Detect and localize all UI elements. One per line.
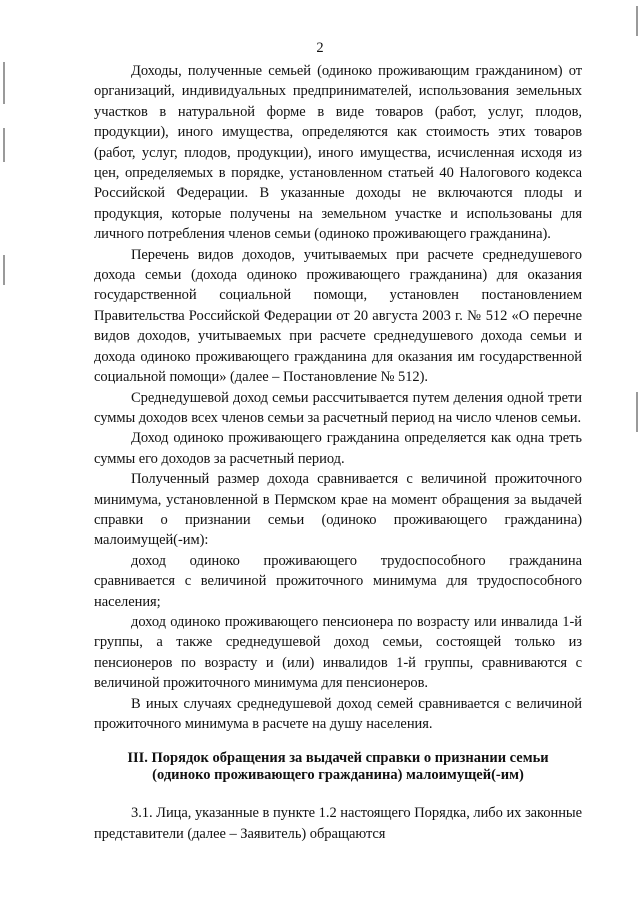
section-heading-line-1: III. Порядок обращения за выдачей справки о признании семьи <box>127 750 549 767</box>
paragraph-other-cases: В иных случаях среднедушевой доход семей сравнивается с величиной прожиточного минимума в расчете на душу населения. <box>94 695 582 732</box>
page-number: 2 <box>316 40 324 56</box>
scan-edge-mark-right <box>636 6 638 36</box>
paragraph-income-list: Перечень видов доходов, учитываемых при расчете среднедушевого дохода семьи (дохода одиноко проживающего гражданина) для оказания государственной социальной помощи, установлен постановлением Правительства Российской Федерации от 20 августа 2003 г. № 512 «О перечне видов доходов, учитываемых при расчете среднедушевого дохода семьи и дохода одиноко проживающего гражданина для оказания им государственной социальной помощи» (далее – Постановление № 512). <box>94 246 582 386</box>
section-heading-line-2: (одиноко проживающего гражданина) малоимущей(-им) <box>152 766 524 783</box>
section-heading <box>94 750 582 783</box>
paragraph-single-income: Доход одиноко проживающего гражданина определяется как одна треть суммы его доходов за расчетный период. <box>94 430 582 467</box>
paragraph-average-income: Среднедушевой доход семьи рассчитывается путем деления одной трети суммы доходов всех членов семьи за расчетный период на число членов семьи. <box>94 389 582 426</box>
paragraph-clause-3-1: 3.1. Лица, указанные в пункте 1.2 настоящего Порядка, либо их законные представители (далее – Заявитель) обращаются <box>94 805 582 842</box>
scan-edge-mark-left <box>3 62 5 104</box>
scan-edge-mark-left <box>3 255 5 285</box>
scan-edge-mark-left <box>3 128 5 162</box>
paragraph-income-valuation: Доходы, полученные семьей (одиноко проживающим гражданином) от организаций, индивидуальных предпринимателей, использования земельных участков в натуральной форме в виде товаров (работ, услуг, плодов, продукции), иного имущества, определяются как стоимость этих товаров (работ, услуг, плодов, продукции), иного имущества, исчисленная исходя из цен, определяемых в порядке, установленном статьей 40 Налогового кодекса Российской Федерации. В указанные доходы не включаются плоды и продукция, которые получены на земельном участке и использованы для личного потребления членов семьи (одиноко проживающего гражданина). <box>94 63 582 243</box>
paragraph-working-age: доход одиноко проживающего трудоспособного гражданина сравнивается с величиной прожиточного минимума для трудоспособного населения; <box>94 552 582 610</box>
paragraph-comparison: Полученный размер дохода сравнивается с величиной прожиточного минимума, установленной в Пермском крае на момент обращения за выдачей справки о признании семьи (одиноко проживающего гражданина) малоимущей(-им): <box>94 471 582 549</box>
document-body <box>94 61 582 844</box>
scan-edge-mark-right <box>636 392 638 432</box>
paragraph-pensioners: доход одиноко проживающего пенсионера по возрасту или инвалида 1-й группы, а также среднедушевой доход семьи, состоящей только из пенсионеров по возрасту и (или) инвалидов 1-й группы, сравниваются с величиной прожиточного минимума для пенсионеров. <box>94 613 582 692</box>
